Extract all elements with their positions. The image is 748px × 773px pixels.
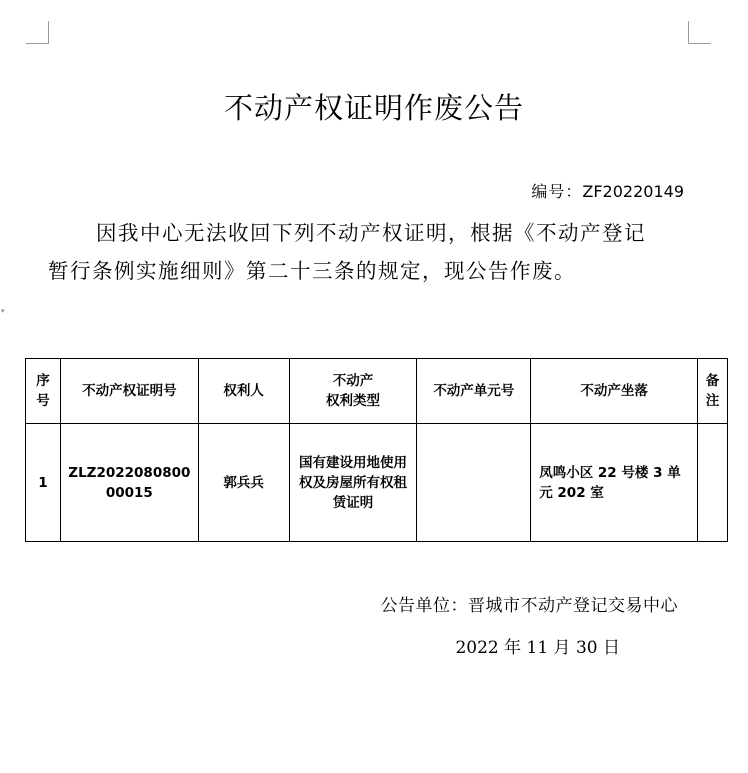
cell-right-type: 国有建设用地使用权及房屋所有权租赁证明 bbox=[289, 424, 417, 542]
header-location: 不动产坐落 bbox=[531, 359, 698, 424]
voided-certificate-table bbox=[25, 358, 728, 542]
cell-unit-no bbox=[417, 424, 531, 542]
page-title: 不动产权证明作废公告 bbox=[223, 91, 524, 125]
page-corner-mark-top-left bbox=[26, 21, 49, 44]
cell-seq: 1 bbox=[26, 424, 61, 542]
issue-date: 2022 年 11 月 30 日 bbox=[455, 638, 620, 658]
table-header-row bbox=[26, 359, 728, 424]
cell-cert-no: ZLZ202208080000015 bbox=[60, 424, 198, 542]
issuing-unit: 公告单位：晋城市不动产登记交易中心 bbox=[380, 596, 678, 616]
header-right-type bbox=[289, 359, 417, 424]
cell-remark bbox=[697, 424, 727, 542]
announcement-body bbox=[48, 214, 696, 290]
table-row bbox=[26, 424, 728, 542]
header-holder: 权利人 bbox=[198, 359, 289, 424]
announcement-line-2: 暂行条例实施细则》第二十三条的规定，现公告作废。 bbox=[48, 259, 576, 283]
cell-location: 凤鸣小区 22 号楼 3 单元 202 室 bbox=[531, 424, 698, 542]
header-seq: 序号 bbox=[26, 359, 61, 424]
header-cert-no: 不动产权证明号 bbox=[60, 359, 198, 424]
document-number bbox=[531, 179, 684, 202]
document-number-value: ZF20220149 bbox=[582, 182, 684, 201]
header-unit-no: 不动产单元号 bbox=[417, 359, 531, 424]
announcement-line-1: 因我中心无法收回下列不动产权证明，根据《不动产登记 bbox=[96, 221, 646, 245]
document-number-label: 编号： bbox=[531, 182, 583, 201]
header-remark: 备注 bbox=[697, 359, 727, 424]
cell-holder: 郭兵兵 bbox=[198, 424, 289, 542]
header-right-type-line-1: 不动产 bbox=[332, 373, 374, 389]
header-right-type-line-2: 权利类型 bbox=[326, 393, 380, 409]
page-corner-mark-top-right bbox=[688, 21, 711, 44]
margin-marker-icon: ▾ bbox=[1, 307, 5, 315]
